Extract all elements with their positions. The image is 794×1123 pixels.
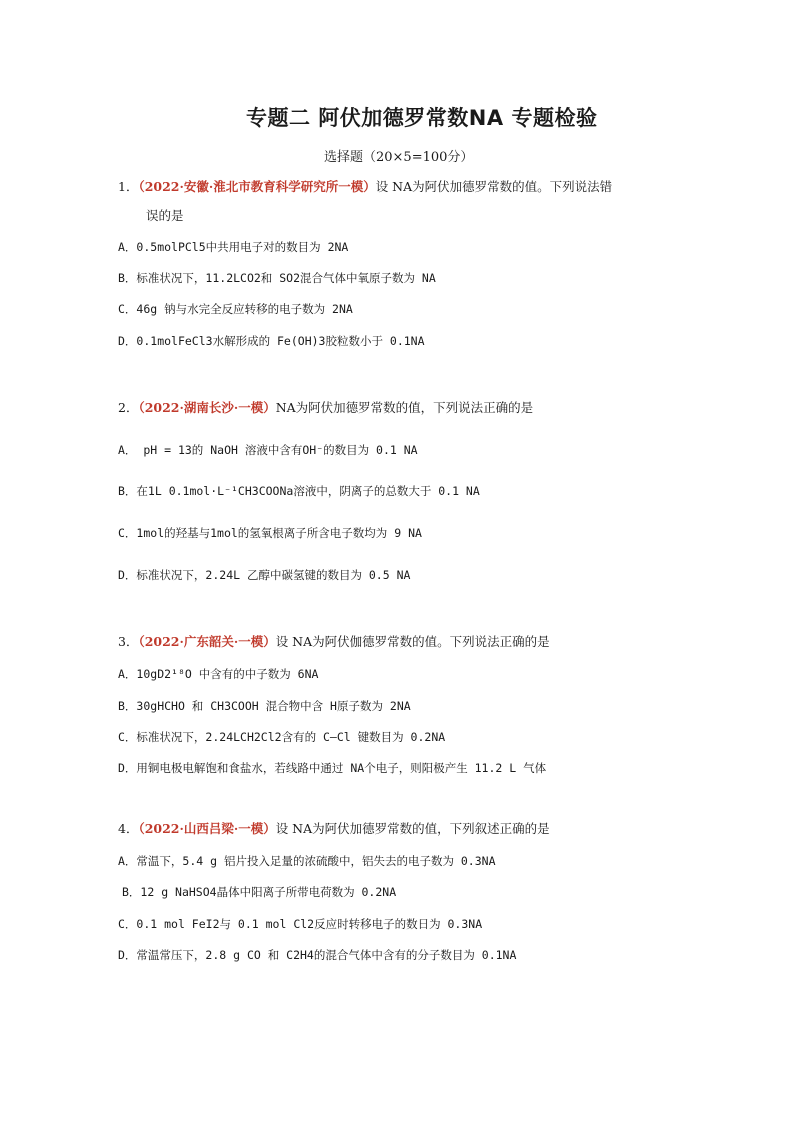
q2-option-d: D．标准状况下，2.24L 乙醇中碳氢键的数目为 0.5 NA — [118, 568, 411, 582]
q2-option-a: A． pH = 13的 NaOH 溶液中含有OH⁻的数目为 0.1 NA — [118, 443, 418, 457]
q3-option-c: C．标准状况下，2.24LCH2Cl2含有的 C—Cl 键数目为 0.2NA — [118, 730, 446, 744]
question-1-stem-cont: 误的是 — [146, 208, 184, 223]
question-text: 设 NA为阿伏加德罗常数的值，下列叙述正确的是 — [275, 821, 550, 836]
q2-option-b: B．在1L 0.1mol·L⁻¹CH3COONa溶液中，阴离子的总数大于 0.1 NA — [118, 484, 480, 498]
question-text: 设 NA为阿伏加德罗常数的值。下列说法错 — [375, 179, 613, 194]
q3-option-a: A．10gD2¹⁸O 中含有的中子数为 6NA — [118, 667, 319, 681]
q3-option-d: D．用铜电极电解饱和食盐水，若线路中通过 NA个电子，则阳极产生 11.2 L 气体 — [118, 761, 547, 775]
section-subtitle: 选择题（20×5=100分） — [324, 150, 474, 165]
question-text: 设 NA为阿伏伽德罗常数的值。下列说法正确的是 — [275, 634, 550, 649]
question-text: NA为阿伏加德罗常数的值，下列说法正确的是 — [275, 400, 534, 415]
question-source: （2022·广东韶关·一模） — [138, 634, 276, 649]
question-1-stem — [118, 178, 612, 196]
question-4-stem — [118, 820, 550, 838]
question-source: （2022·山西吕梁·一模） — [138, 821, 276, 836]
q2-option-c: C．1mol的羟基与1mol的氢氧根离子所含电子数均为 9 NA — [118, 526, 422, 540]
question-source: （2022·湖南长沙·一模） — [138, 400, 276, 415]
q4-option-c: C．0.1 mol FeI2与 0.1 mol Cl2反应时转移电子的数日为 0.3NA — [118, 917, 483, 931]
q4-option-b: B．12 g NaHSO4晶体中阳离子所带电荷数为 0.2NA — [122, 885, 397, 899]
q4-option-d: D．常温常压下，2.8 g CO 和 C2H4的混合气体中含有的分子数目为 0.1NA — [118, 948, 517, 962]
question-3-stem — [118, 633, 550, 651]
question-2-stem — [118, 399, 533, 417]
question-number: 4． — [118, 821, 139, 836]
question-number: 3． — [118, 634, 139, 649]
q3-option-b: B．30gHCHO 和 CH3COOH 混合物中含 H原子数为 2NA — [118, 699, 411, 713]
question-source: （2022·安徽·淮北市教育科学研究所一模） — [138, 179, 376, 194]
q1-option-c: C．46g 钠与水完全反应转移的电子数为 2NA — [118, 302, 353, 316]
question-number: 1． — [118, 179, 139, 194]
page-title: 专题二 阿伏加德罗常数NA 专题检验 — [246, 106, 598, 130]
q4-option-a: A．常温下，5.4 g 铝片投入足量的浓硫酸中，铝失去的电子数为 0.3NA — [118, 854, 496, 868]
question-number: 2． — [118, 400, 139, 415]
q1-option-d: D．0.1molFeCl3水解形成的 Fe(OH)3胶粒数小于 0.1NA — [118, 334, 425, 348]
q1-option-a: A．0.5molPCl5中共用电子对的数目为 2NA — [118, 240, 349, 254]
q1-option-b: B．标准状况下，11.2LCO2和 SO2混合气体中氧原子数为 NA — [118, 271, 436, 285]
